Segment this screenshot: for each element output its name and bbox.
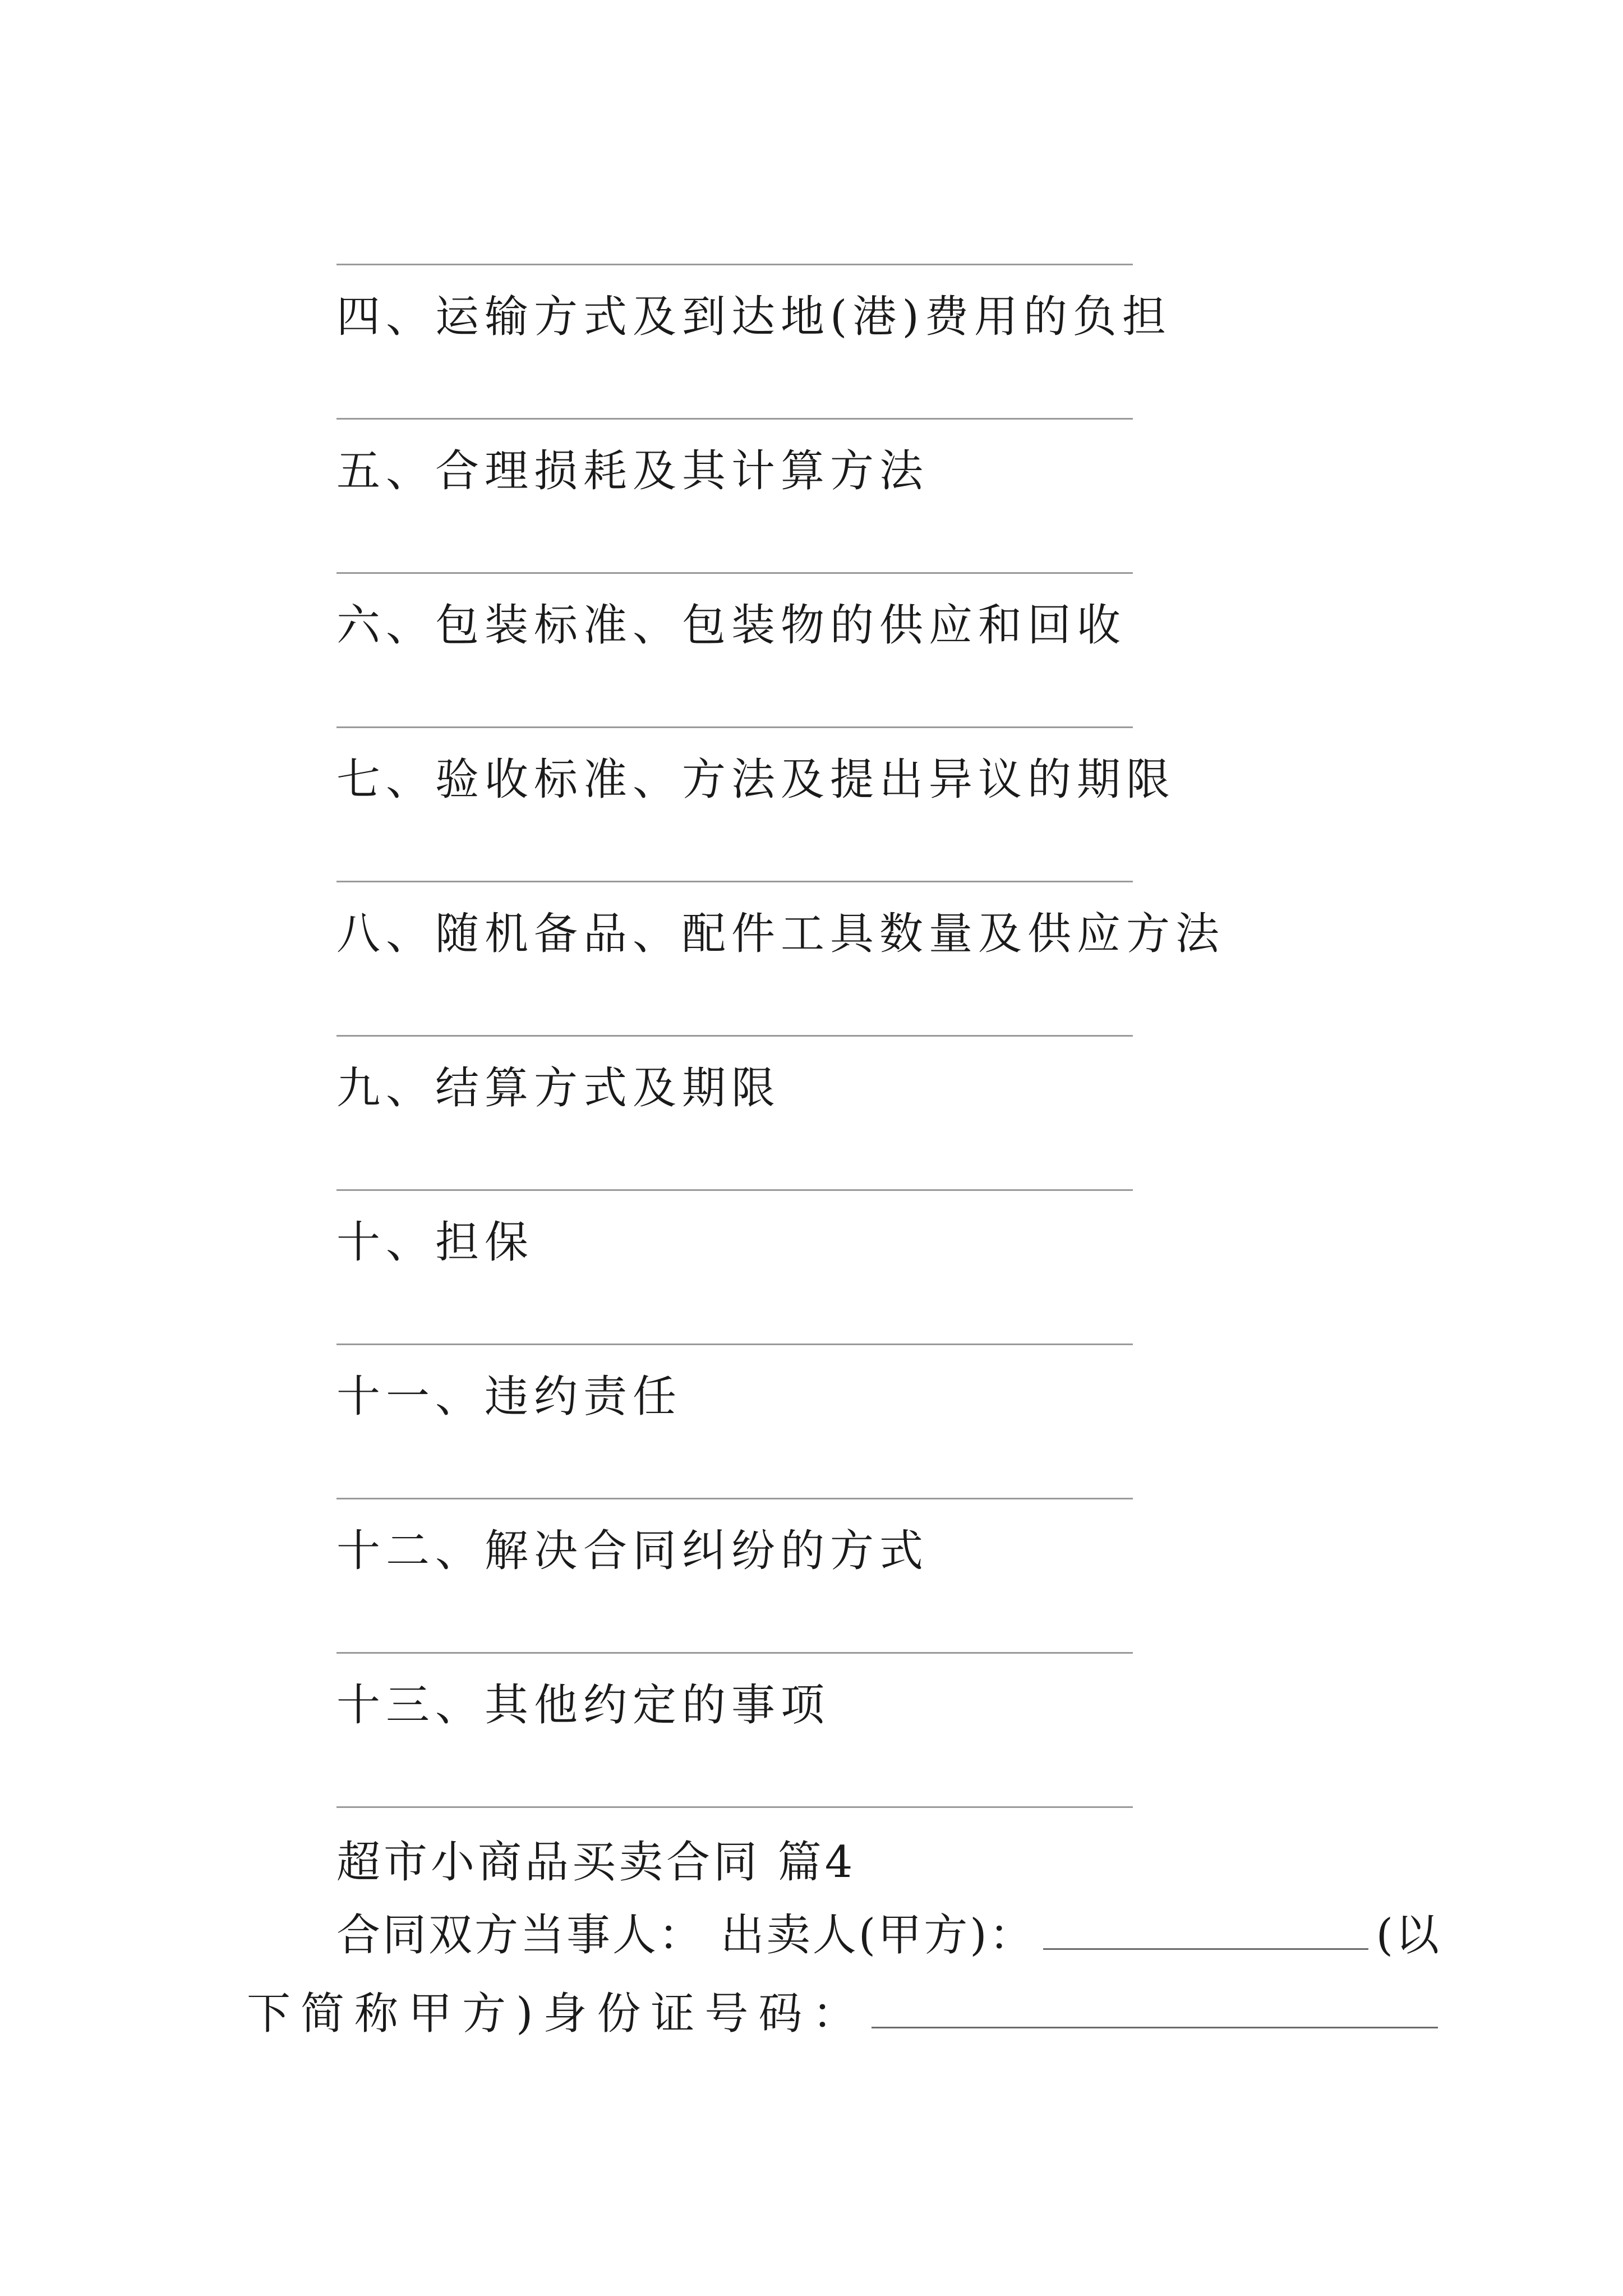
blank-fill-line [336,1652,1133,1654]
parties-line-1 [336,1907,1441,1963]
blank-fill-line [336,881,1133,882]
section-heading: 七、验收标准、方法及提出异议的期限 [336,754,1176,805]
blank-fill-line [336,726,1133,728]
section-heading: 十一、违约责任 [336,1372,683,1422]
section-heading: 十三、其他约定的事项 [336,1680,831,1731]
blank-fill-line [336,264,1133,265]
section-heading: 九、结算方式及期限 [336,1063,781,1114]
blank-fill-line [336,1189,1133,1191]
blank-fill-line [336,1498,1133,1499]
blank-fill-line [336,572,1133,574]
parties-line-2 [247,1986,1438,2042]
blank-fill-line [336,1806,1133,1808]
seller-name-field[interactable] [1043,1909,1368,1950]
blank-fill-line [336,418,1133,420]
blank-fill-line [336,1343,1133,1345]
abbrev-open: (以 [1376,1910,1442,1961]
section-heading: 十、担保 [336,1217,534,1268]
id-number-label: 下简称甲方)身份证号码： [247,1989,866,2039]
section-heading: 十二、解决合同纠纷的方式 [336,1526,929,1576]
section-heading: 六、包装标准、包装物的供应和回收 [336,600,1127,651]
section-heading: 五、合理损耗及其计算方法 [336,446,929,496]
article-heading: 超市小商品买卖合同 篇4 [336,1837,856,1888]
blank-fill-line [336,1035,1133,1037]
parties-label: 合同双方当事人： 出卖人(甲方)： [336,1910,1035,1961]
id-number-field[interactable] [872,1987,1438,2028]
section-heading: 八、随机备品、配件工具数量及供应方法 [336,909,1225,959]
section-heading: 四、运输方式及到达地(港)费用的负担 [336,292,1172,342]
